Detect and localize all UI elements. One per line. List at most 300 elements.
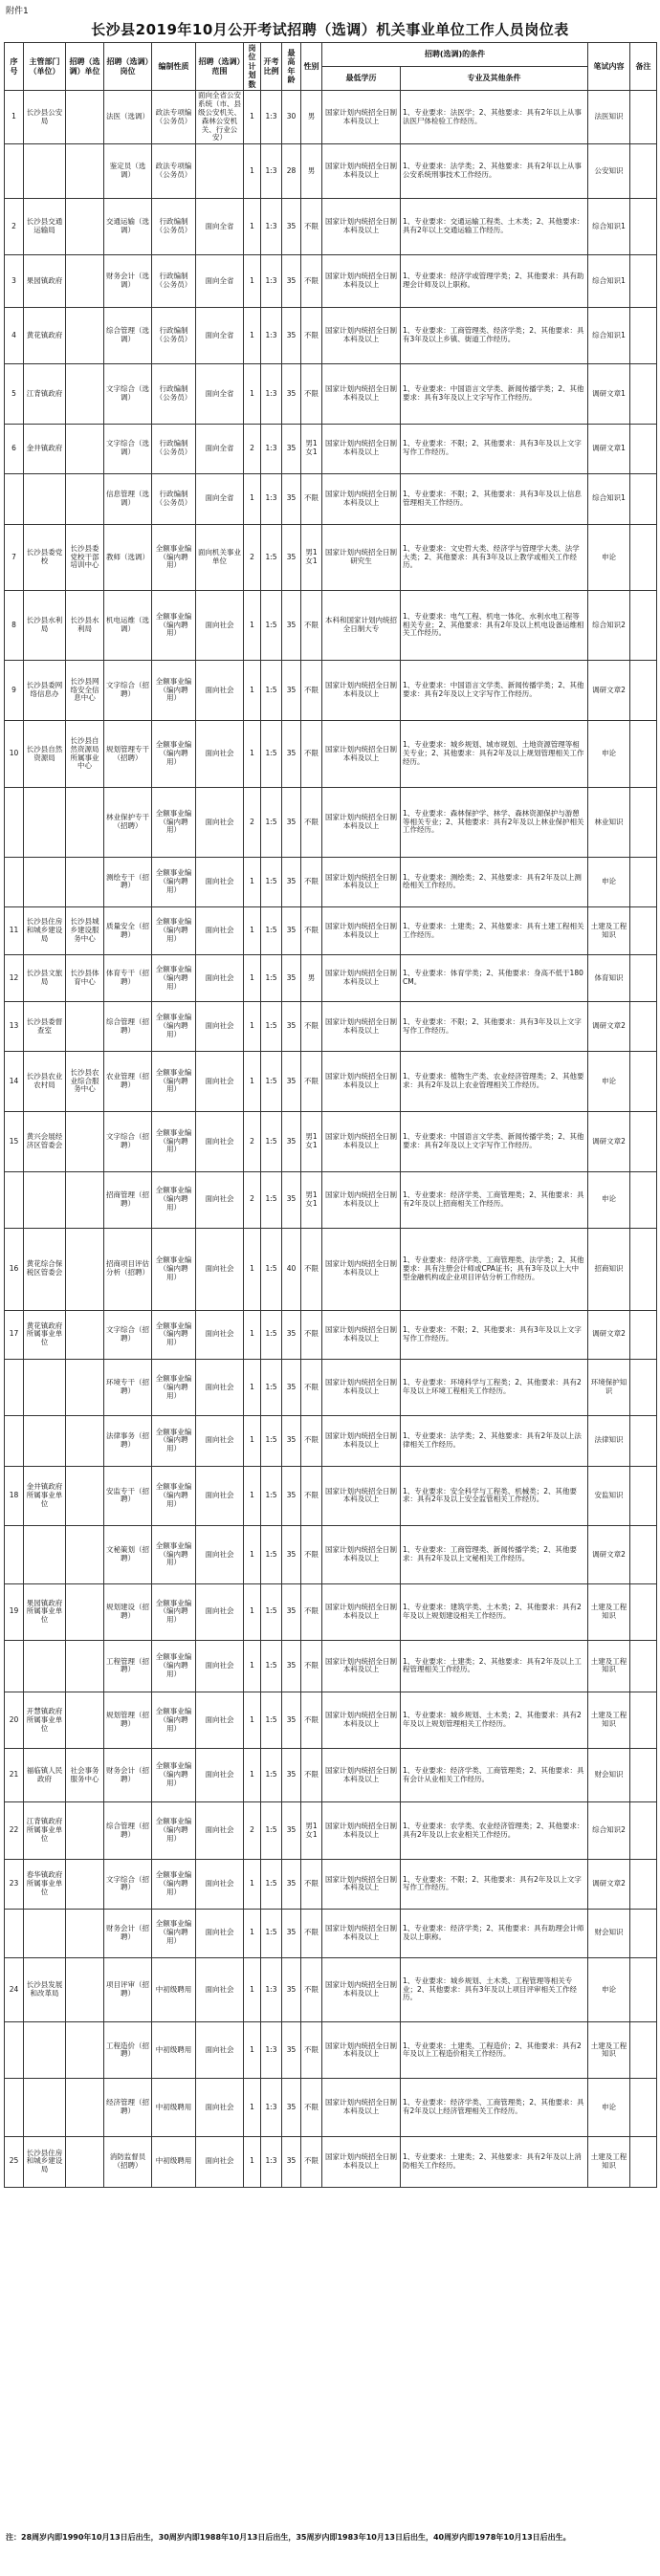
cell-gender: 不限 — [301, 364, 322, 425]
cell-staff: 全额事业编（编内聘用） — [152, 1228, 196, 1310]
cell-major: 1、专业要求：中国语言文学类、新闻传播学类；2、其他要求：具有3年及以上文字写作工作经历。 — [401, 364, 588, 425]
cell-major: 1、专业要求：经济学类；2、其他要求：具有助理会计师及以上职称。 — [401, 1909, 588, 1957]
cell-dept: 果园镇政府 — [24, 255, 66, 307]
footnote: 注：28周岁内即1990年10月13日后出生，30周岁内即1988年10月13日后出生，35周岁内即1983年10月13日后出生，40周岁内即1978年10月13日后出生。 — [6, 2533, 571, 2542]
cell-seq — [5, 1909, 24, 1957]
cell-count: 1 — [244, 1526, 261, 1584]
cell-remark — [630, 1692, 657, 1749]
cell-dept: 长沙县住房和城乡建设局 — [24, 2137, 66, 2188]
header-exam: 笔试内容 — [588, 43, 630, 91]
cell-major: 1、专业要求：城乡规划、土木类；2、其他要求：具有2年及以上规划管理相关工作经历。 — [401, 1692, 588, 1749]
cell-age: 35 — [282, 1583, 301, 1640]
cell-post: 文字综合（招聘） — [104, 1860, 152, 1910]
cell-exam: 安监知识 — [588, 1466, 630, 1526]
cell-unit — [66, 1416, 104, 1467]
cell-post: 文字综合（招聘） — [104, 1112, 152, 1172]
cell-remark — [630, 907, 657, 955]
cell-count: 1 — [244, 720, 261, 788]
cell-major: 1、专业要求：土建类；2、其他要求：具有土建工程相关工作经历。 — [401, 907, 588, 955]
cell-education: 国家计划内统招全日制本科及以上 — [322, 2137, 401, 2188]
cell-gender: 不限 — [301, 1310, 322, 1360]
cell-ratio: 1:3 — [261, 144, 282, 199]
cell-major: 1、专业要求：建筑学类、土木类；2、其他要求：具有2年及以上规划建设相关工作经历。 — [401, 1583, 588, 1640]
cell-seq: 11 — [5, 907, 24, 955]
cell-major: 1、专业要求：经济学类、工商管理类；2、其他要求：具有2年及以上经济管理相关工作经历。 — [401, 2079, 588, 2137]
cell-seq: 17 — [5, 1310, 24, 1360]
cell-education: 国家计划内统招全日制本科及以上 — [322, 2022, 401, 2079]
cell-seq — [5, 1640, 24, 1692]
cell-major: 1、专业要求：工商管理类、新闻传播学类；2、其他要求：具有2年及以上文秘相关工作经历。 — [401, 1526, 588, 1584]
cell-unit — [66, 364, 104, 425]
cell-target: 面向社会 — [196, 590, 244, 660]
cell-remark — [630, 720, 657, 788]
cell-gender: 不限 — [301, 1692, 322, 1749]
cell-exam: 综合知识2 — [588, 1802, 630, 1860]
cell-target: 面向社会 — [196, 1909, 244, 1957]
cell-count: 1 — [244, 91, 261, 144]
cell-dept — [24, 857, 66, 907]
cell-exam: 申论 — [588, 720, 630, 788]
cell-ratio: 1:3 — [261, 2079, 282, 2137]
cell-dept: 长沙县公安局 — [24, 91, 66, 144]
cell-seq: 15 — [5, 1112, 24, 1172]
cell-exam: 综合知识1 — [588, 199, 630, 255]
table-row — [5, 199, 657, 255]
cell-ratio: 1:5 — [261, 907, 282, 955]
header-education: 最低学历 — [322, 67, 401, 91]
cell-count: 1 — [244, 1860, 261, 1910]
cell-exam: 调研文章2 — [588, 1526, 630, 1584]
cell-remark — [630, 1957, 657, 2022]
cell-staff: 全额事业编（编内聘用） — [152, 590, 196, 660]
cell-age: 35 — [282, 307, 301, 364]
cell-ratio: 1:5 — [261, 1310, 282, 1360]
cell-staff: 全额事业编（编内聘用） — [152, 1051, 196, 1111]
cell-post: 体育专干（招聘） — [104, 955, 152, 1002]
cell-staff: 全额事业编（编内聘用） — [152, 857, 196, 907]
cell-unit: 社会事务服务中心 — [66, 1749, 104, 1802]
cell-dept — [24, 1640, 66, 1692]
cell-count: 1 — [244, 2079, 261, 2137]
cell-target: 面向社会 — [196, 2079, 244, 2137]
header-conditions: 招聘(选调)的条件 — [322, 43, 588, 67]
cell-ratio: 1:3 — [261, 473, 282, 525]
cell-major: 1、专业要求：体育学类；2、其他要求：身高不低于180CM。 — [401, 955, 588, 1002]
cell-remark — [630, 1583, 657, 1640]
cell-count: 1 — [244, 307, 261, 364]
cell-age: 35 — [282, 907, 301, 955]
cell-remark — [630, 955, 657, 1002]
cell-education: 国家计划内统招全日制本科及以上 — [322, 1802, 401, 1860]
cell-gender: 男1女1 — [301, 525, 322, 591]
cell-staff: 全额事业编（编内聘用） — [152, 661, 196, 721]
cell-staff: 政法专项编（公务员） — [152, 144, 196, 199]
cell-gender: 不限 — [301, 2079, 322, 2137]
cell-dept: 长沙县文旅局 — [24, 955, 66, 1002]
cell-target: 面向全省 — [196, 255, 244, 307]
cell-age: 30 — [282, 91, 301, 144]
cell-count: 1 — [244, 1002, 261, 1052]
cell-ratio: 1:5 — [261, 1360, 282, 1416]
cell-post: 财务会计（选调） — [104, 255, 152, 307]
cell-gender: 不限 — [301, 1909, 322, 1957]
cell-age: 35 — [282, 1640, 301, 1692]
cell-major: 1、专业要求：法学类；2、其他要求：具有2年及以上法律相关工作经历。 — [401, 1416, 588, 1467]
table-row — [5, 2079, 657, 2137]
cell-staff: 全额事业编（编内聘用） — [152, 1583, 196, 1640]
cell-education: 国家计划内统招全日制本科及以上 — [322, 1228, 401, 1310]
cell-seq: 18 — [5, 1466, 24, 1526]
table-row — [5, 788, 657, 857]
cell-count: 1 — [244, 199, 261, 255]
table-row — [5, 1957, 657, 2022]
cell-target: 面向社会 — [196, 1360, 244, 1416]
cell-education: 国家计划内统招全日制本科及以上 — [322, 1526, 401, 1584]
cell-remark — [630, 364, 657, 425]
cell-seq: 19 — [5, 1583, 24, 1640]
cell-count: 1 — [244, 1692, 261, 1749]
cell-seq: 9 — [5, 661, 24, 721]
cell-remark — [630, 590, 657, 660]
cell-education: 国家计划内统招全日制本科及以上 — [322, 2079, 401, 2137]
cell-ratio: 1:5 — [261, 1909, 282, 1957]
cell-target: 面向社会 — [196, 2022, 244, 2079]
cell-major: 1、专业要求：法学类；2、其他要求：具有2年以上从事公安系统刑事技术工作经历。 — [401, 144, 588, 199]
cell-education: 国家计划内统招全日制本科及以上 — [322, 1002, 401, 1052]
cell-education: 国家计划内统招全日制本科及以上 — [322, 1749, 401, 1802]
cell-remark — [630, 857, 657, 907]
cell-count: 1 — [244, 1957, 261, 2022]
cell-ratio: 1:3 — [261, 307, 282, 364]
cell-count: 1 — [244, 2137, 261, 2188]
cell-education: 国家计划内统招全日制本科及以上 — [322, 1909, 401, 1957]
table-row — [5, 1002, 657, 1052]
cell-unit — [66, 1002, 104, 1052]
cell-exam: 申论 — [588, 1957, 630, 2022]
cell-ratio: 1:5 — [261, 720, 282, 788]
cell-seq — [5, 788, 24, 857]
cell-gender: 不限 — [301, 2137, 322, 2188]
cell-remark — [630, 1802, 657, 1860]
cell-staff: 全额事业编（编内聘用） — [152, 907, 196, 955]
cell-exam: 体育知识 — [588, 955, 630, 1002]
cell-target: 面向社会 — [196, 1860, 244, 1910]
table-row — [5, 473, 657, 525]
cell-ratio: 1:5 — [261, 1466, 282, 1526]
cell-age: 35 — [282, 1310, 301, 1360]
cell-unit — [66, 1640, 104, 1692]
cell-ratio: 1:5 — [261, 857, 282, 907]
cell-major: 1、专业要求：土建类、工程造价；2、其他要求：具有2年及以上工程造价相关工作经历。 — [401, 2022, 588, 2079]
cell-target: 面向社会 — [196, 1310, 244, 1360]
table-row — [5, 91, 657, 144]
cell-remark — [630, 199, 657, 255]
cell-education: 国家计划内统招全日制本科及以上 — [322, 1310, 401, 1360]
table-row — [5, 1526, 657, 1584]
cell-exam: 土建及工程知识 — [588, 2022, 630, 2079]
cell-seq: 23 — [5, 1860, 24, 1910]
cell-education: 国家计划内统招全日制本科及以上 — [322, 857, 401, 907]
cell-unit — [66, 1692, 104, 1749]
cell-seq: 8 — [5, 590, 24, 660]
cell-major: 1、专业要求：环境科学与工程类；2、其他要求：具有2年及以上环境工程相关工作经历。 — [401, 1360, 588, 1416]
cell-seq — [5, 1171, 24, 1228]
cell-seq: 6 — [5, 424, 24, 473]
cell-exam: 法医知识 — [588, 91, 630, 144]
cell-education: 国家计划内统招全日制本科及以上 — [322, 1583, 401, 1640]
table-row — [5, 955, 657, 1002]
cell-education: 国家计划内统招全日制本科及以上 — [322, 199, 401, 255]
cell-ratio: 1:5 — [261, 1112, 282, 1172]
cell-seq — [5, 144, 24, 199]
cell-gender: 不限 — [301, 199, 322, 255]
cell-dept — [24, 1360, 66, 1416]
cell-count: 1 — [244, 1228, 261, 1310]
cell-staff: 全额事业编（编内聘用） — [152, 1526, 196, 1584]
cell-education: 国家计划内统招全日制本科及以上 — [322, 1416, 401, 1467]
cell-unit — [66, 91, 104, 144]
cell-post: 工程造价（招聘） — [104, 2022, 152, 2079]
cell-education: 国家计划内统招全日制本科及以上 — [322, 1640, 401, 1692]
cell-age: 35 — [282, 857, 301, 907]
cell-remark — [630, 1228, 657, 1310]
cell-target — [196, 144, 244, 199]
cell-dept — [24, 144, 66, 199]
cell-exam: 综合知识1 — [588, 307, 630, 364]
cell-unit — [66, 1112, 104, 1172]
cell-staff: 全额事业编（编内聘用） — [152, 1860, 196, 1910]
cell-gender: 不限 — [301, 1466, 322, 1526]
cell-remark — [630, 91, 657, 144]
cell-unit — [66, 1583, 104, 1640]
header-remark: 备注 — [630, 43, 657, 91]
cell-age: 35 — [282, 1416, 301, 1467]
page-title: 长沙县2019年10月公开考试招聘（选调）机关事业单位工作人员岗位表 — [91, 21, 569, 38]
cell-education: 国家计划内统招全日制本科及以上 — [322, 1360, 401, 1416]
table-row — [5, 590, 657, 660]
cell-dept: 黄花镇政府所属事业单位 — [24, 1310, 66, 1360]
cell-exam: 调研文章1 — [588, 364, 630, 425]
cell-count: 1 — [244, 1909, 261, 1957]
cell-count: 1 — [244, 1583, 261, 1640]
cell-education: 国家计划内统招全日制本科及以上 — [322, 1171, 401, 1228]
cell-gender: 男1女1 — [301, 424, 322, 473]
cell-post: 农业管理（招聘） — [104, 1051, 152, 1111]
cell-seq: 2 — [5, 199, 24, 255]
cell-education: 国家计划内统招全日制研究生 — [322, 525, 401, 591]
cell-remark — [630, 1051, 657, 1111]
cell-count: 2 — [244, 1112, 261, 1172]
cell-ratio: 1:5 — [261, 955, 282, 1002]
cell-remark — [630, 788, 657, 857]
cell-education: 本科和国家计划内统招全日制大专 — [322, 590, 401, 660]
cell-seq: 12 — [5, 955, 24, 1002]
table-row — [5, 1640, 657, 1692]
cell-target: 面向社会 — [196, 1957, 244, 2022]
cell-gender: 男1女1 — [301, 1802, 322, 1860]
cell-unit — [66, 424, 104, 473]
cell-seq — [5, 857, 24, 907]
cell-age: 35 — [282, 2079, 301, 2137]
table-row — [5, 1909, 657, 1957]
cell-post: 规划管理专干（招聘） — [104, 720, 152, 788]
cell-major: 1、专业要求：森林保护学、林学、森林资源保护与游憩等相关专业；2、其他要求：具有2年及以上林业保护相关工作经历。 — [401, 788, 588, 857]
cell-target: 面向社会 — [196, 1583, 244, 1640]
cell-seq — [5, 1416, 24, 1467]
cell-seq — [5, 1526, 24, 1584]
cell-education: 国家计划内统招全日制本科及以上 — [322, 1957, 401, 2022]
cell-exam: 土建及工程知识 — [588, 907, 630, 955]
cell-gender: 男 — [301, 144, 322, 199]
cell-ratio: 1:3 — [261, 364, 282, 425]
cell-education: 国家计划内统招全日制本科及以上 — [322, 1051, 401, 1111]
cell-age: 35 — [282, 1466, 301, 1526]
cell-exam: 综合知识2 — [588, 590, 630, 660]
cell-age: 35 — [282, 661, 301, 721]
table-row — [5, 1171, 657, 1228]
cell-gender: 不限 — [301, 1640, 322, 1692]
cell-gender: 不限 — [301, 1860, 322, 1910]
cell-education: 国家计划内统招全日制本科及以上 — [322, 144, 401, 199]
cell-dept: 黄花综合保税区管委会 — [24, 1228, 66, 1310]
cell-target: 面向社会 — [196, 1526, 244, 1584]
cell-post: 机电运维（选调） — [104, 590, 152, 660]
cell-post: 法律事务（招聘） — [104, 1416, 152, 1467]
cell-ratio: 1:3 — [261, 1957, 282, 2022]
cell-age: 28 — [282, 144, 301, 199]
cell-target: 面向社会 — [196, 1002, 244, 1052]
cell-exam: 申论 — [588, 2079, 630, 2137]
cell-age: 35 — [282, 199, 301, 255]
table-row — [5, 307, 657, 364]
cell-education: 国家计划内统招全日制本科及以上 — [322, 424, 401, 473]
cell-exam: 调研文章2 — [588, 661, 630, 721]
table-row — [5, 1416, 657, 1467]
cell-seq: 10 — [5, 720, 24, 788]
cell-dept: 江背镇政府所属事业单位 — [24, 1802, 66, 1860]
cell-seq: 25 — [5, 2137, 24, 2188]
cell-unit — [66, 1957, 104, 2022]
cell-remark — [630, 1640, 657, 1692]
cell-count: 1 — [244, 473, 261, 525]
cell-major: 1、专业要求：经济学类、工商管理类；2、其他要求：具有2年及以上招商相关工作经历。 — [401, 1171, 588, 1228]
cell-remark — [630, 1749, 657, 1802]
cell-education: 国家计划内统招全日制本科及以上 — [322, 661, 401, 721]
cell-exam: 招商知识 — [588, 1228, 630, 1310]
cell-target: 面向社会 — [196, 857, 244, 907]
table-row — [5, 720, 657, 788]
cell-education: 国家计划内统招全日制本科及以上 — [322, 473, 401, 525]
cell-unit — [66, 1909, 104, 1957]
table-row — [5, 1749, 657, 1802]
cell-remark — [630, 1002, 657, 1052]
cell-remark — [630, 1360, 657, 1416]
cell-count: 1 — [244, 1416, 261, 1467]
cell-gender: 不限 — [301, 1228, 322, 1310]
header-unit: 招聘（选调）单位 — [66, 43, 104, 91]
cell-age: 35 — [282, 590, 301, 660]
cell-count: 1 — [244, 1310, 261, 1360]
cell-count: 1 — [244, 1360, 261, 1416]
cell-dept: 春华镇政府所属事业单位 — [24, 1860, 66, 1910]
table-row — [5, 1360, 657, 1416]
cell-ratio: 1:3 — [261, 424, 282, 473]
cell-major: 1、专业要求：中国语言文学类、新闻传播学类；2、其他要求：具有2年及以上文字写作工作经历。 — [401, 1112, 588, 1172]
cell-target: 面向社会 — [196, 1171, 244, 1228]
cell-count: 1 — [244, 661, 261, 721]
table-row — [5, 661, 657, 721]
table-row — [5, 1583, 657, 1640]
cell-major: 1、专业要求：不限；2、其他要求：具有3年及以上信息管理相关工作经历。 — [401, 473, 588, 525]
cell-dept: 长沙县委党校 — [24, 525, 66, 591]
cell-count: 1 — [244, 955, 261, 1002]
cell-unit — [66, 2022, 104, 2079]
cell-gender: 不限 — [301, 255, 322, 307]
cell-age: 35 — [282, 1909, 301, 1957]
cell-ratio: 1:5 — [261, 1228, 282, 1310]
cell-target: 面向社会 — [196, 907, 244, 955]
cell-major: 1、专业要求：中国语言文学类、新闻传播学类；2、其他要求：具有2年及以上文字写作工作经历。 — [401, 661, 588, 721]
cell-staff: 全额事业编（编内聘用） — [152, 1640, 196, 1692]
table-row — [5, 364, 657, 425]
cell-target: 面向社会 — [196, 788, 244, 857]
cell-staff: 行政编制（公务员） — [152, 307, 196, 364]
cell-gender: 男 — [301, 955, 322, 1002]
cell-staff: 行政编制（公务员） — [152, 199, 196, 255]
cell-ratio: 1:3 — [261, 2022, 282, 2079]
cell-exam: 土建及工程知识 — [588, 2137, 630, 2188]
cell-gender: 不限 — [301, 1051, 322, 1111]
table-row — [5, 1802, 657, 1860]
cell-exam: 公安知识 — [588, 144, 630, 199]
cell-dept: 金井镇政府 — [24, 424, 66, 473]
cell-unit — [66, 2079, 104, 2137]
cell-age: 35 — [282, 255, 301, 307]
cell-post: 综合管理（招聘） — [104, 1002, 152, 1052]
cell-gender: 不限 — [301, 720, 322, 788]
cell-dept — [24, 1171, 66, 1228]
cell-gender: 不限 — [301, 788, 322, 857]
cell-remark — [630, 1112, 657, 1172]
cell-dept: 江背镇政府 — [24, 364, 66, 425]
cell-post: 项目评审（招聘） — [104, 1957, 152, 2022]
cell-seq: 3 — [5, 255, 24, 307]
cell-dept — [24, 1416, 66, 1467]
cell-ratio: 1:5 — [261, 1692, 282, 1749]
cell-post: 安监专干（招聘） — [104, 1466, 152, 1526]
cell-ratio: 1:5 — [261, 1749, 282, 1802]
cell-staff: 全额事业编（编内聘用） — [152, 1360, 196, 1416]
cell-exam: 综合知识1 — [588, 255, 630, 307]
cell-staff: 全额事业编（编内聘用） — [152, 1749, 196, 1802]
cell-education: 国家计划内统招全日制本科及以上 — [322, 1860, 401, 1910]
cell-education: 国家计划内统招全日制本科及以上 — [322, 1466, 401, 1526]
cell-remark — [630, 1416, 657, 1467]
cell-exam: 土建及工程知识 — [588, 1640, 630, 1692]
cell-count: 1 — [244, 1466, 261, 1526]
cell-unit — [66, 1171, 104, 1228]
cell-age: 35 — [282, 1171, 301, 1228]
cell-count: 1 — [244, 144, 261, 199]
cell-ratio: 1:3 — [261, 255, 282, 307]
cell-seq: 14 — [5, 1051, 24, 1111]
cell-age: 35 — [282, 424, 301, 473]
cell-gender: 不限 — [301, 1749, 322, 1802]
cell-age: 35 — [282, 720, 301, 788]
cell-major: 1、专业要求：土建类；2、其他要求：具有2年及以上消防相关工作经历。 — [401, 2137, 588, 2188]
cell-target: 面向社会 — [196, 1466, 244, 1526]
cell-count: 1 — [244, 2022, 261, 2079]
